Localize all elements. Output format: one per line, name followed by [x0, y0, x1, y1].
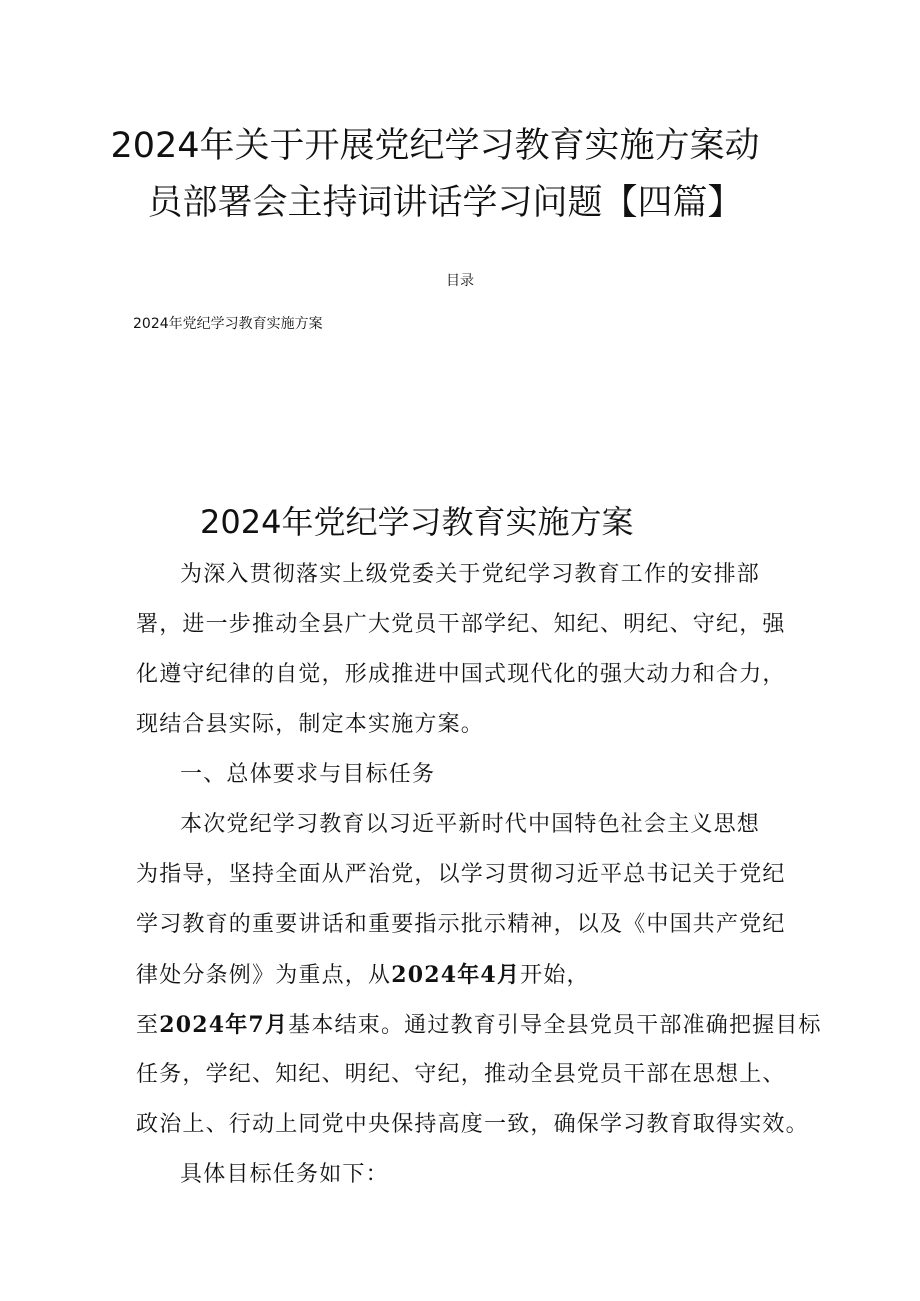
document-title-line-2: 员部署会主持词讲话学习问题【四篇】 — [147, 183, 743, 223]
text-line: 具体目标任务如下： — [180, 1162, 389, 1187]
text-line — [136, 1000, 822, 1050]
text-span: 基本结束。通过教育引导全县党员干部准确把握目标 — [288, 1013, 822, 1038]
text-line: 本次党纪学习教育以习近平新时代中国特色社会主义思想 — [180, 812, 761, 837]
text-line: 任务，学纪、知纪、明纪、守纪，推动全县党员干部在思想上、 — [136, 1062, 786, 1087]
text-line: 为深入贯彻落实上级党委关于党纪学习教育工作的安排部 — [180, 562, 761, 587]
heading-general-requirements: 一、总体要求与目标任务 — [180, 762, 436, 787]
text-line: 现结合县实际，制定本实施方案。 — [136, 712, 485, 737]
text-line: 学习教育的重要讲话和重要指示批示精神，以及《中国共产党纪 — [136, 912, 786, 937]
text-span: 开始， — [520, 963, 590, 988]
text-line: 政治上、行动上同党中央保持高度一致，确保学习教育取得实效。 — [136, 1112, 809, 1137]
text-span: 律处分条例》为重点，从 — [136, 963, 392, 988]
text-line: 为指导，坚持全面从严治党，以学习贯彻习近平总书记关于党纪 — [136, 862, 786, 887]
toc-item[interactable]: 2024年党纪学习教育实施方案 — [133, 316, 323, 332]
date-start: 2024年4月 — [391, 962, 521, 988]
document-title-line-1: 2024年关于开展党纪学习教育实施方案动 — [110, 126, 760, 166]
toc-heading: 目录 — [446, 273, 474, 289]
paragraph-intro — [136, 550, 822, 1200]
date-end: 2024年7月 — [159, 1012, 289, 1038]
text-line — [136, 950, 796, 1000]
text-line: 署，进一步推动全县广大党员干部学纪、知纪、明纪、守纪，强 — [136, 612, 786, 637]
text-span: 至 — [136, 1013, 160, 1038]
section-title: 2024年党纪学习教育实施方案 — [200, 503, 634, 541]
text-line: 化遵守纪律的自觉，形成推进中国式现代化的强大动力和合力， — [136, 662, 786, 687]
